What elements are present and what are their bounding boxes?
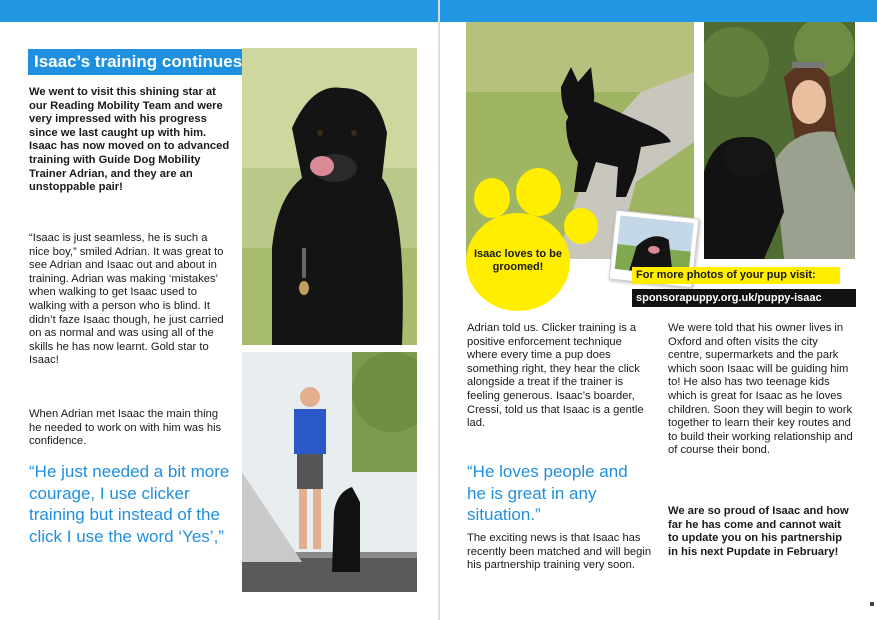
groom-caption: Isaac loves to be groomed! [473,248,563,273]
article-title: Isaac’s training continues [28,49,268,75]
photo-trainer-adrian [242,352,417,592]
photo-isaac-grooming [704,22,855,259]
puppy-url-link[interactable]: sponsorapuppy.org.uk/puppy-isaac [632,289,856,307]
body-paragraph-2: When Adrian met Isaac the main thing he needed to work on with him was his confidence. [29,408,222,448]
pull-quote-left: “He just needed a bit more courage, I use clicker training but instead of the click I use the word ‘Yes’,” [29,462,230,546]
page-spine [438,0,440,620]
right-col2-closing: We are so proud of Isaac and how far he has come and cannot wait to update you on his partnership in his next Pupdate in February! [668,505,849,558]
body-paragraph-1: “Isaac is just seamless, he is such a nice boy,” smiled Adrian. It was great to see Adrian and Isaac out and about in training. Adrian was making ‘mistakes’ when walking to get Isaac used to walking with a person who is blind. It didn’t faze Isaac though, he just carried on as normal and was using all of the skills he has now learnt. Gold star to Isaac! [29,232,224,367]
paw-toe-1 [474,178,510,218]
right-col1-paragraph-1: Adrian told us. Clicker training is a positive enforcement technique where every time a pup does something right, they hear the click alongside a treat if the trainer is feeling generous. Isaac’s boarder, Cressi, told us that Isaac is a gentle lad. [467,322,644,430]
pull-quote-right: “He loves people and he is great in any situation.” [467,462,628,524]
paw-toe-3 [564,208,598,244]
intro-paragraph: We went to visit this shining star at our Reading Mobility Team and were very impressed with his progress since we last caught up with him. Isaac has now moved on to advanced training with Guide Dog Mobility Trainer Adrian, and they are an unstoppable pair! [29,86,230,194]
paw-toe-2 [516,168,561,216]
more-photos-label: For more photos of your pup visit: [632,267,840,284]
right-col1-paragraph-2: The exciting news is that Isaac has recently been matched and will begin his partnership training very soon. [467,532,652,572]
right-col2-paragraph-1: We were told that his owner lives in Oxford and often visits the city centre, supermarkets and the park which soon Isaac will be guiding him to! He also has two teenage kids which is great for Isaac as he loves children. Soon they will begin to work together to learn their key routes and to build their working relationship and of course their bond. [668,322,853,457]
photo-isaac-portrait [242,48,417,345]
scan-mark [870,602,874,606]
